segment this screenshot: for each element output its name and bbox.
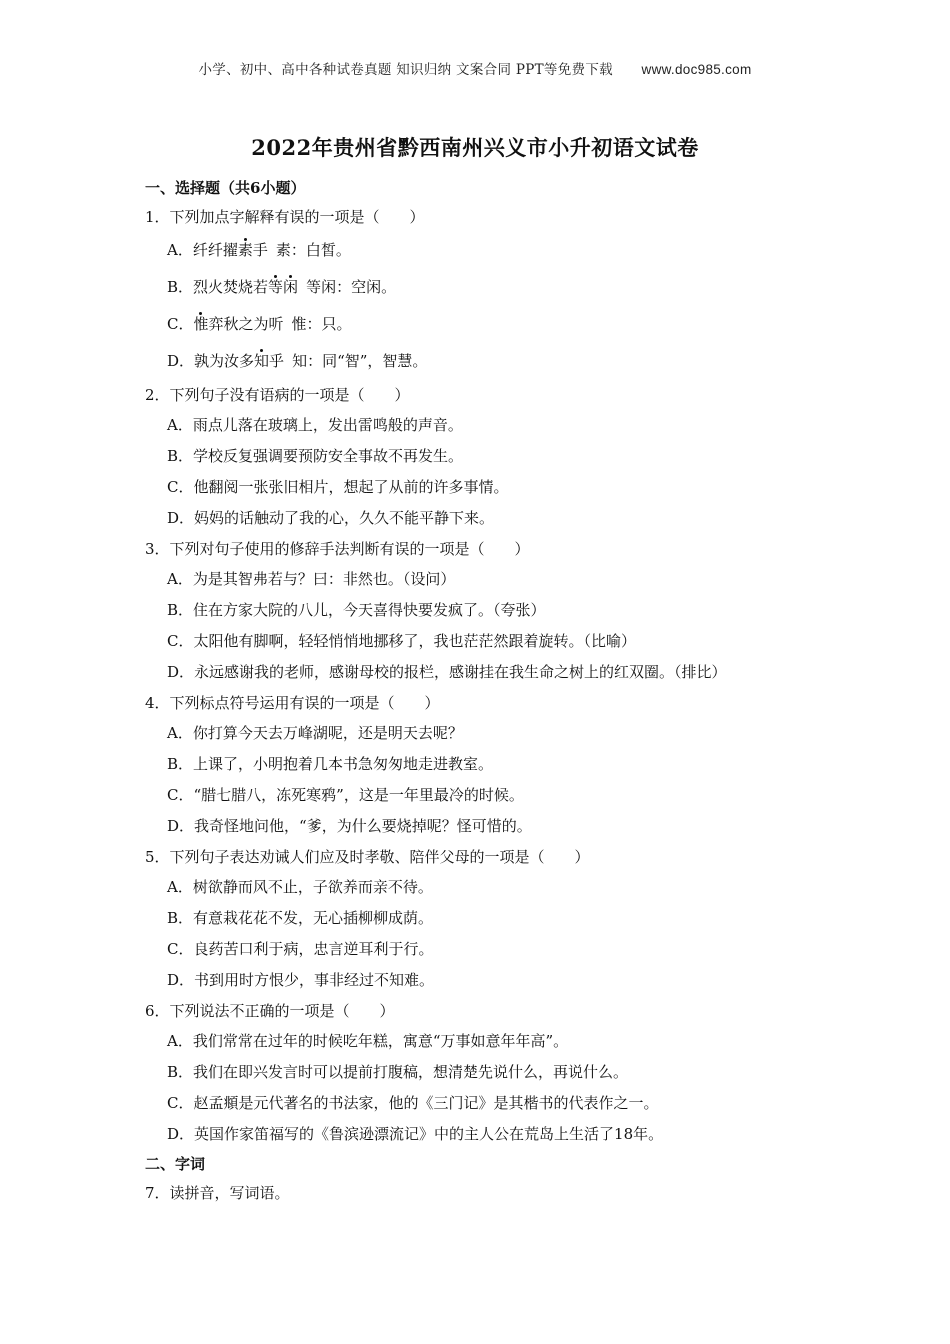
dotted-character: 等: [268, 269, 283, 306]
question-3-option-d: D．永远感谢我的老师，感谢母校的报栏，感谢挂在我生命之树上的红双圈。（排比）: [167, 663, 727, 681]
question-4-option-c: C．“腊七腊八，冻死寒鸦”，这是一年里最冷的时候。: [167, 786, 524, 804]
dotted-character: 素: [238, 232, 253, 269]
header-text: 小学、初中、高中各种试卷真题 知识归纳 文案合同 PPT等免费下载: [198, 62, 613, 78]
question-2-option-a: A．雨点儿落在玻璃上，发出雷鸣般的声音。: [167, 416, 463, 434]
option-text: D．孰为汝多: [167, 352, 255, 370]
question-5-stem: 5．下列句子表达劝诫人们应及时孝敬、陪伴父母的一项是（ ）: [145, 848, 590, 866]
question-3-option-c: C．太阳他有脚啊，轻轻悄悄地挪移了，我也茫茫然跟着旋转。（比喻）: [167, 632, 636, 650]
dotted-character: 知: [254, 343, 269, 380]
question-5-option-a: A．树欲静而风不止，子欲养而亲不待。: [167, 878, 433, 896]
option-explanation: 惟：只。: [291, 315, 352, 333]
question-6-option-d: D．英国作家笛福写的《鲁滨逊漂流记》中的主人公在荒岛上生活了18年。: [167, 1125, 664, 1143]
question-1-option-d: [145, 343, 805, 380]
option-text: 弈秋之为听: [208, 315, 284, 333]
page-title: 2022年贵州省黔西南州兴义市小升初语文试卷: [251, 135, 699, 160]
question-6-option-a: A．我们常常在过年的时候吃年糕，寓意“万事如意年年高”。: [167, 1032, 569, 1050]
question-1-stem: 1．下列加点字解释有误的一项是（ ）: [145, 208, 425, 226]
question-2-option-c: C．他翻阅一张张旧相片，想起了从前的许多事情。: [167, 478, 509, 496]
question-2-option-d: D．妈妈的话触动了我的心，久久不能平静下来。: [167, 509, 495, 527]
question-3-option-b: B．住在方家大院的八儿，今天喜得快要发疯了。（夸张）: [167, 601, 546, 619]
question-2-stem: 2．下列句子没有语病的一项是（ ）: [145, 386, 410, 404]
section-heading-1: 一、选择题（共6小题）: [145, 179, 306, 197]
question-1-option-b: [145, 269, 805, 306]
question-6-option-c: C．赵孟頫是元代著名的书法家，他的《三门记》是其楷书的代表作之一。: [167, 1094, 659, 1112]
option-explanation: 等闲：空闲。: [306, 278, 397, 296]
page-header: [0, 58, 950, 78]
option-explanation: 知：同“智”，智慧。: [292, 352, 428, 370]
question-5-option-d: D．书到用时方恨少，事非经过不知难。: [167, 971, 435, 989]
question-1-option-c: [145, 306, 805, 343]
option-text: C．: [167, 315, 194, 333]
question-3-stem: 3．下列对句子使用的修辞手法判断有误的一项是（ ）: [145, 540, 530, 558]
question-4-option-b: B．上课了，小明抱着几本书急匆匆地走进教室。: [167, 755, 494, 773]
question-3-option-a: A．为是其智弗若与？曰：非然也。（设问）: [167, 570, 456, 588]
option-text: 手: [252, 241, 268, 259]
option-text: A．纤纤擢: [167, 241, 238, 259]
question-2-option-b: B．学校反复强调要预防安全事故不再发生。: [167, 447, 464, 465]
header-site: www.doc985.com: [641, 62, 752, 77]
question-6-option-b: B．我们在即兴发言时可以提前打腹稿，想清楚先说什么，再说什么。: [167, 1063, 629, 1081]
dotted-character: 闲: [283, 269, 298, 306]
question-5-option-b: B．有意栽花花不发，无心插柳柳成荫。: [167, 909, 434, 927]
question-4-option-d: D．我奇怪地问他，“爹，为什么要烧掉呢？怪可惜的。: [167, 817, 532, 835]
dotted-character: 惟: [193, 306, 208, 343]
question-7-stem: 7．读拼音，写词语。: [145, 1184, 290, 1202]
option-explanation: 素：白皙。: [275, 241, 351, 259]
question-1-option-a: [145, 232, 805, 269]
option-text: B．烈火焚烧若: [167, 278, 269, 296]
question-5-option-c: C．良药苦口利于病，忠言逆耳利于行。: [167, 940, 434, 958]
question-6-stem: 6．下列说法不正确的一项是（ ）: [145, 1002, 395, 1020]
question-4-option-a: A．你打算今天去万峰湖呢，还是明天去呢？: [167, 724, 463, 742]
question-4-stem: 4．下列标点符号运用有误的一项是（ ）: [145, 694, 440, 712]
option-text: 乎: [269, 352, 285, 370]
exam-content: [145, 174, 805, 1208]
section-heading-2: 二、字词: [145, 1155, 206, 1173]
